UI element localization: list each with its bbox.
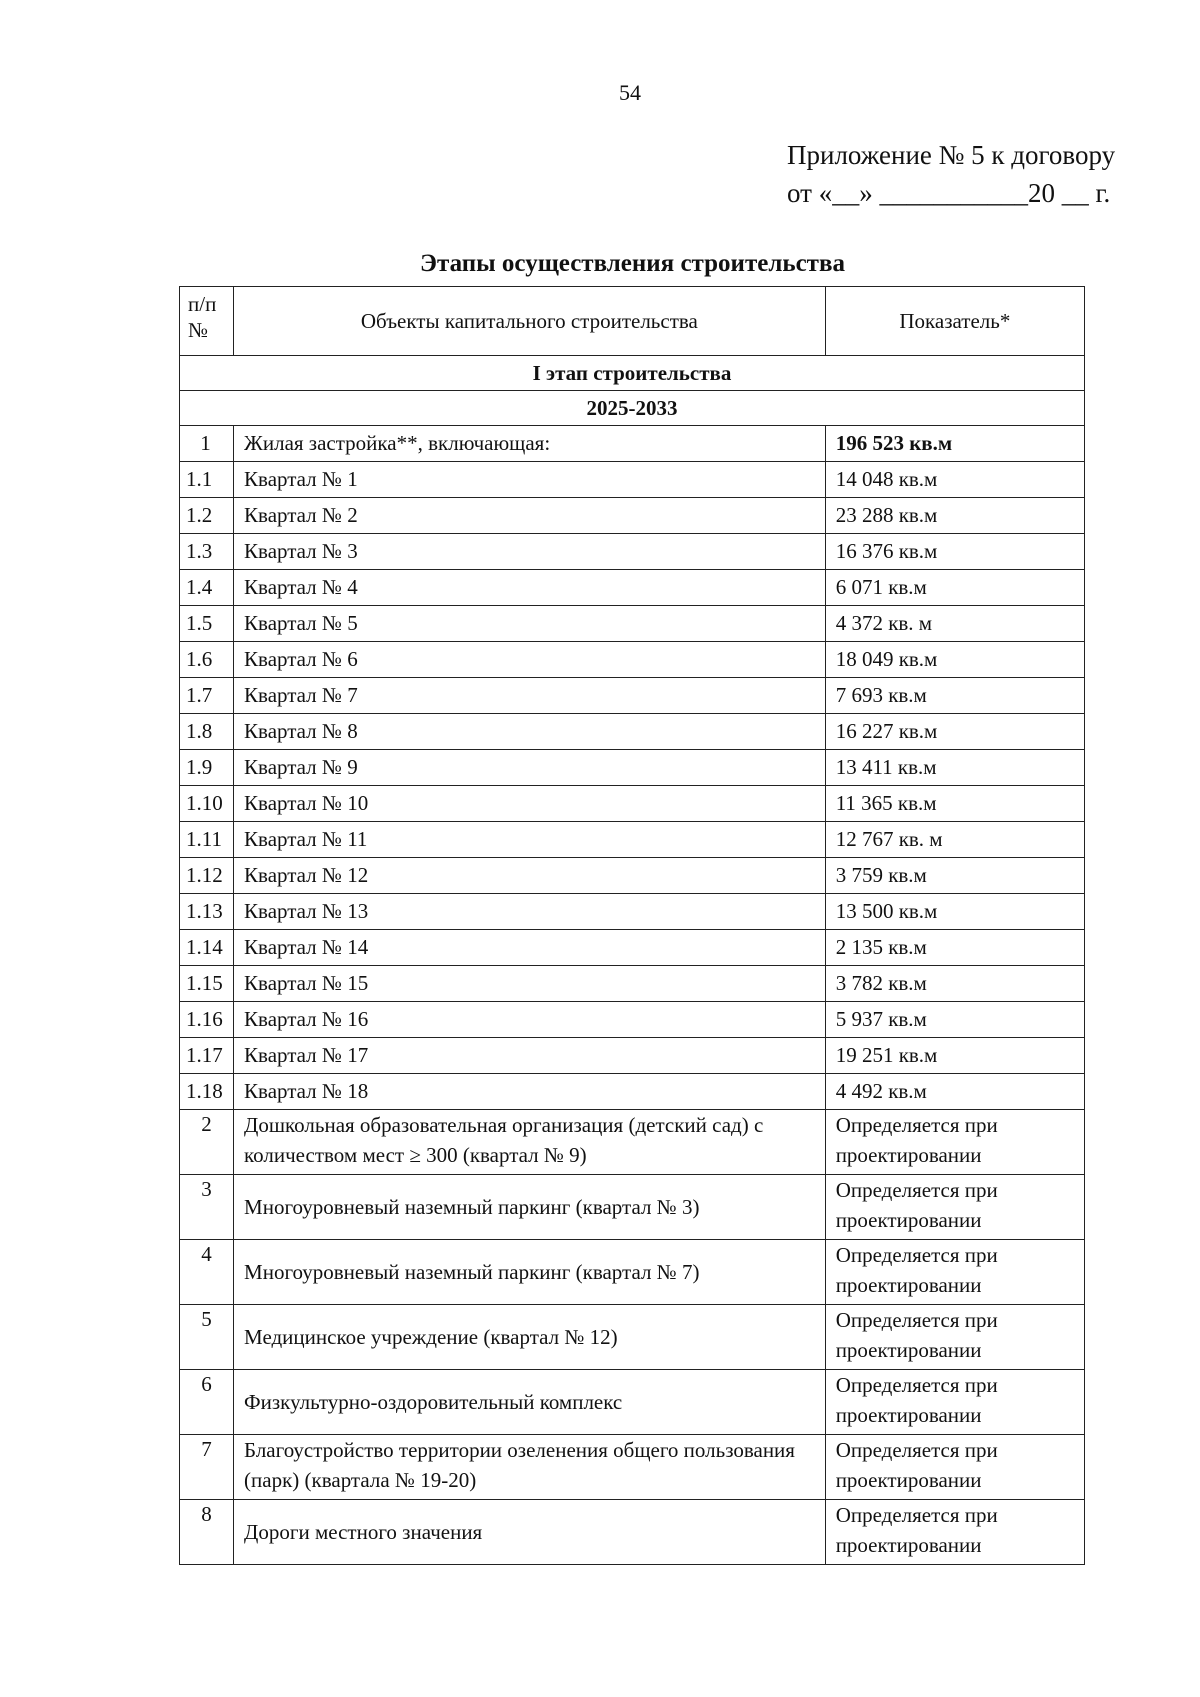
table-row — [180, 678, 1085, 714]
row-indicator-cell: 23 288 кв.м — [825, 498, 1084, 534]
row-object-cell: Физкультурно-оздоровительный комплекс — [234, 1370, 826, 1435]
period-cell: 2025-2033 — [180, 391, 1085, 426]
row-indicator-cell: Определяется при проектировании — [825, 1110, 1084, 1175]
table-row — [180, 642, 1085, 678]
row-number-cell: 1.1 — [180, 462, 234, 498]
table-row — [180, 1110, 1085, 1175]
table-header-row — [180, 287, 1085, 356]
appendix-line-2: от «__» ___________20 __ г. — [787, 178, 1111, 208]
row-indicator-cell: 5 937 кв.м — [825, 1002, 1084, 1038]
row-number-cell: 1.11 — [180, 822, 234, 858]
row-indicator-cell: Определяется при проектировании — [825, 1175, 1084, 1240]
table-row — [180, 822, 1085, 858]
row-number-cell: 1.4 — [180, 570, 234, 606]
table-row — [180, 1305, 1085, 1370]
row-object-cell: Дошкольная образовательная организация (детский сад) с количеством мест ≥ 300 (квартал № 9) — [234, 1110, 826, 1175]
row-object-cell: Многоуровневый наземный паркинг (квартал № 3) — [234, 1175, 826, 1240]
table-row — [180, 498, 1085, 534]
row-object-cell: Квартал № 15 — [234, 966, 826, 1002]
row-number-cell: 1.9 — [180, 750, 234, 786]
appendix-line-1: Приложение № 5 к договору — [787, 140, 1116, 170]
appendix-reference — [787, 136, 1115, 212]
table-row — [180, 1240, 1085, 1305]
row-indicator-cell: Определяется при проектировании — [825, 1240, 1084, 1305]
row-object-cell: Многоуровневый наземный паркинг (квартал № 7) — [234, 1240, 826, 1305]
table-row — [180, 1435, 1085, 1500]
stage-cell: I этап строительства — [180, 356, 1085, 391]
table-row — [180, 534, 1085, 570]
row-number-cell: 1.10 — [180, 786, 234, 822]
row-indicator-cell: 4 492 кв.м — [825, 1074, 1084, 1110]
row-number-cell: 5 — [180, 1305, 234, 1370]
table-row — [180, 750, 1085, 786]
row-number-cell: 1.3 — [180, 534, 234, 570]
row-object-cell: Благоустройство территории озеленения общего пользования (парк) (квартала № 19-20) — [234, 1435, 826, 1500]
row-object-cell: Квартал № 5 — [234, 606, 826, 642]
row-indicator-cell: Определяется при проектировании — [825, 1370, 1084, 1435]
row-number-cell: 2 — [180, 1110, 234, 1175]
row-indicator-cell: 11 365 кв.м — [825, 786, 1084, 822]
table-row — [180, 1370, 1085, 1435]
header-number-line-1: п/п — [188, 292, 217, 316]
row-number-cell: 1.18 — [180, 1074, 234, 1110]
construction-stages-table — [179, 286, 1085, 1565]
header-number-cell — [180, 287, 234, 356]
table-body — [180, 287, 1085, 1565]
row-number-cell: 1.13 — [180, 894, 234, 930]
row-indicator-cell: 13 411 кв.м — [825, 750, 1084, 786]
row-object-cell: Квартал № 13 — [234, 894, 826, 930]
row-object-cell: Квартал № 3 — [234, 534, 826, 570]
row-indicator-cell: 6 071 кв.м — [825, 570, 1084, 606]
row-indicator-cell: 16 227 кв.м — [825, 714, 1084, 750]
row-indicator-cell: 2 135 кв.м — [825, 930, 1084, 966]
row-object-cell: Квартал № 7 — [234, 678, 826, 714]
row-object-cell: Квартал № 2 — [234, 498, 826, 534]
row-indicator-cell: 4 372 кв. м — [825, 606, 1084, 642]
row-number-cell: 1.5 — [180, 606, 234, 642]
table-row — [180, 570, 1085, 606]
row-object-cell: Дороги местного значения — [234, 1500, 826, 1565]
row-indicator-cell: 7 693 кв.м — [825, 678, 1084, 714]
row-indicator-cell: 196 523 кв.м — [825, 426, 1084, 462]
table-row — [180, 426, 1085, 462]
row-object-cell: Жилая застройка**, включающая: — [234, 426, 826, 462]
row-number-cell: 1.15 — [180, 966, 234, 1002]
row-object-cell: Квартал № 6 — [234, 642, 826, 678]
table-row — [180, 894, 1085, 930]
header-indicator-cell: Показатель* — [825, 287, 1084, 356]
row-object-cell: Квартал № 12 — [234, 858, 826, 894]
row-number-cell: 1.12 — [180, 858, 234, 894]
row-object-cell: Квартал № 11 — [234, 822, 826, 858]
row-object-cell: Квартал № 8 — [234, 714, 826, 750]
header-number-line-2: № — [188, 318, 209, 342]
document-title: Этапы осуществления строительства — [420, 250, 845, 277]
row-object-cell: Медицинское учреждение (квартал № 12) — [234, 1305, 826, 1370]
row-object-cell: Квартал № 18 — [234, 1074, 826, 1110]
row-indicator-cell: 3 782 кв.м — [825, 966, 1084, 1002]
table-row — [180, 1074, 1085, 1110]
row-number-cell: 1.14 — [180, 930, 234, 966]
table-row — [180, 606, 1085, 642]
table-row — [180, 786, 1085, 822]
row-indicator-cell: 13 500 кв.м — [825, 894, 1084, 930]
row-number-cell: 1.17 — [180, 1038, 234, 1074]
row-object-cell: Квартал № 9 — [234, 750, 826, 786]
row-indicator-cell: 18 049 кв.м — [825, 642, 1084, 678]
row-object-cell: Квартал № 4 — [234, 570, 826, 606]
row-indicator-cell: Определяется при проектировании — [825, 1305, 1084, 1370]
table-row — [180, 858, 1085, 894]
row-indicator-cell: 14 048 кв.м — [825, 462, 1084, 498]
row-number-cell: 7 — [180, 1435, 234, 1500]
row-number-cell: 1.6 — [180, 642, 234, 678]
table-row — [180, 966, 1085, 1002]
row-object-cell: Квартал № 14 — [234, 930, 826, 966]
row-indicator-cell: 3 759 кв.м — [825, 858, 1084, 894]
table-row — [180, 462, 1085, 498]
row-number-cell: 1.7 — [180, 678, 234, 714]
row-object-cell: Квартал № 16 — [234, 1002, 826, 1038]
table-row — [180, 1002, 1085, 1038]
page-number: 54 — [619, 80, 641, 105]
row-indicator-cell: Определяется при проектировании — [825, 1500, 1084, 1565]
table-row — [180, 1500, 1085, 1565]
row-number-cell: 1.8 — [180, 714, 234, 750]
header-object-cell: Объекты капитального строительства — [234, 287, 826, 356]
row-number-cell: 1.16 — [180, 1002, 234, 1038]
row-number-cell: 4 — [180, 1240, 234, 1305]
row-indicator-cell: 19 251 кв.м — [825, 1038, 1084, 1074]
row-indicator-cell: 12 767 кв. м — [825, 822, 1084, 858]
period-row — [180, 391, 1085, 426]
row-indicator-cell: Определяется при проектировании — [825, 1435, 1084, 1500]
table-row — [180, 1038, 1085, 1074]
table-row — [180, 930, 1085, 966]
row-number-cell: 8 — [180, 1500, 234, 1565]
row-indicator-cell: 16 376 кв.м — [825, 534, 1084, 570]
row-number-cell: 6 — [180, 1370, 234, 1435]
stage-row — [180, 356, 1085, 391]
table-row — [180, 714, 1085, 750]
row-object-cell: Квартал № 1 — [234, 462, 826, 498]
row-object-cell: Квартал № 10 — [234, 786, 826, 822]
row-number-cell: 1 — [180, 426, 234, 462]
table-row — [180, 1175, 1085, 1240]
row-object-cell: Квартал № 17 — [234, 1038, 826, 1074]
row-number-cell: 3 — [180, 1175, 234, 1240]
row-number-cell: 1.2 — [180, 498, 234, 534]
